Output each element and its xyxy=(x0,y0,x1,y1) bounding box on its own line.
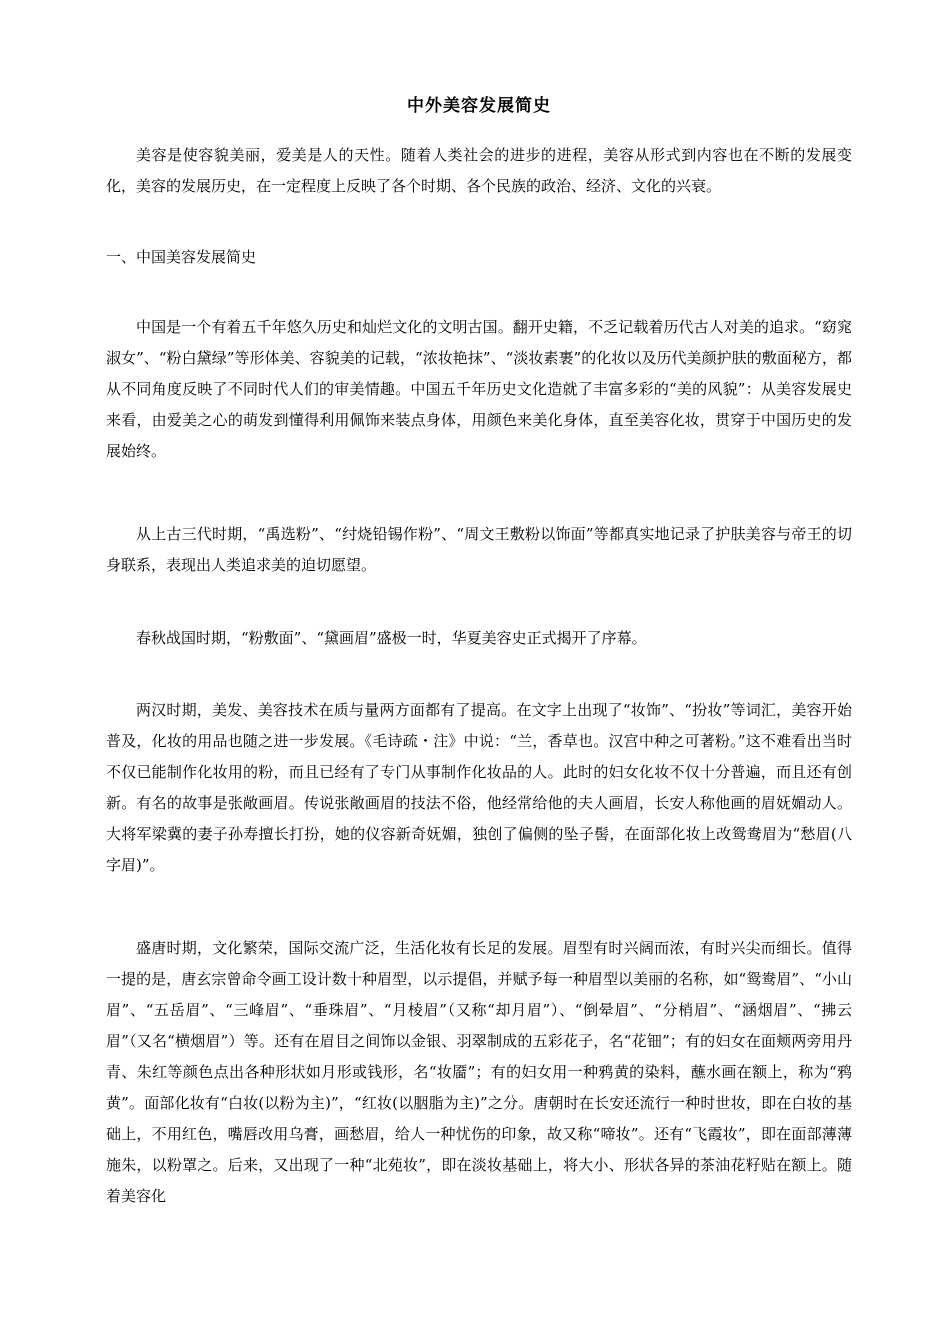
paragraph-han-dynasty: 两汉时期，美发、美容技术在质与量两方面都有了提高。在文字上出现了“妆饰”、“扮妆”等词汇，美容开始普及，化妆的用品也随之进一步发展。《毛诗疏・注》中说：“兰，香草也。汉宫中种之可著粉。”这不难看出当时不仅已能制作化妆用的粉，而且已经有了专门从事制作化妆品的人。此时的妇女化妆不仅十分普遍，而且还有创新。有名的故事是张敞画眉。传说张敞画眉的技法不俗，他经常给他的夫人画眉，长安人称他画的眉妩媚动人。大将军梁冀的妻子孙寿擅长打扮，她的仪容新奇妩媚，独创了偏侧的坠子髻，在面部化妆上改鸳鸯眉为“愁眉(八字眉)”。 xyxy=(106,701,852,874)
document-title: 中外美容发展简史 xyxy=(407,96,551,116)
paragraph-ancient-dynasties: 从上古三代时期，“禹选粉”、“纣烧铅锡作粉”、“周文王敷粉以饰面”等都真实地记录了护肤美容与帝王的切身联系，表现出人类追求美的迫切愿望。 xyxy=(106,525,852,574)
paragraph-spring-autumn: 春秋战国时期，“粉敷面”、“黛画眉”盛极一时，华夏美容史正式揭开了序幕。 xyxy=(136,629,647,647)
paragraph-tang-dynasty: 盛唐时期，文化繁荣，国际交流广泛，生活化妆有长足的发展。眉型有时兴阔而浓，有时兴尖而细长。值得一提的是，唐玄宗曾命令画工设计数十种眉型，以示提倡，并赋予每一种眉型以美丽的名称，如“鸳鸯眉”、“小山眉”、“五岳眉”、“三峰眉”、“垂珠眉”、“月棱眉”（又称“却月眉”）、“倒晕眉”、“分梢眉”、“涵烟眉”、“拂云眉”（又名“横烟眉”）等。还有在眉目之间饰以金银、羽翠制成的五彩花子，名“花钿”；有的妇女在面颊两旁用丹青、朱红等颜色点出各种形状如月形或钱形，名“妆靥”；有的妇女用一种鸦黄的染料，蘸水画在额上，称为“鸦黄”。面部化妆有“白妆(以粉为主)”，“红妆(以胭脂为主)”之分。唐朝时在长安还流行一种时世妆，即在白妆的基础上，不用红色，嘴唇改用乌膏，画愁眉，给人一种忧伤的印象，故又称“啼妆”。还有“飞霞妆”，即在面部薄薄施朱，以粉罩之。后来，又出现了一种“北苑妆”，即在淡妆基础上，将大小、形状各异的茶油花籽贴在额上。随着美容化 xyxy=(106,939,852,1205)
section-heading: 一、中国美容发展简史 xyxy=(106,248,257,266)
intro-paragraph: 美容是使容貌美丽，爱美是人的天性。随着人类社会的进步的进程，美容从形式到内容也在不断的发展变化，美容的发展历史，在一定程度上反映了各个时期、各个民族的政治、经济、文化的兴衰。 xyxy=(106,146,852,195)
paragraph-history-overview: 中国是一个有着五千年悠久历史和灿烂文化的文明古国。翻开史籍，不乏记载着历代古人对美的追求。“窈窕淑女”、“粉白黛绿”等形体美、容貌美的记载，“浓妆艳抹”、“淡妆素裹”的化妆以及历代美颜护肤的敷面秘方，都从不同角度反映了不同时代人们的审美情趣。中国五千年历史文化造就了丰富多彩的“美的风貌”：从美容发展史来看，由爱美之心的萌发到懂得利用佩饰来装点身体，用颜色来美化身体，直至美容化妆，贯穿于中国历史的发展始终。 xyxy=(106,318,852,460)
